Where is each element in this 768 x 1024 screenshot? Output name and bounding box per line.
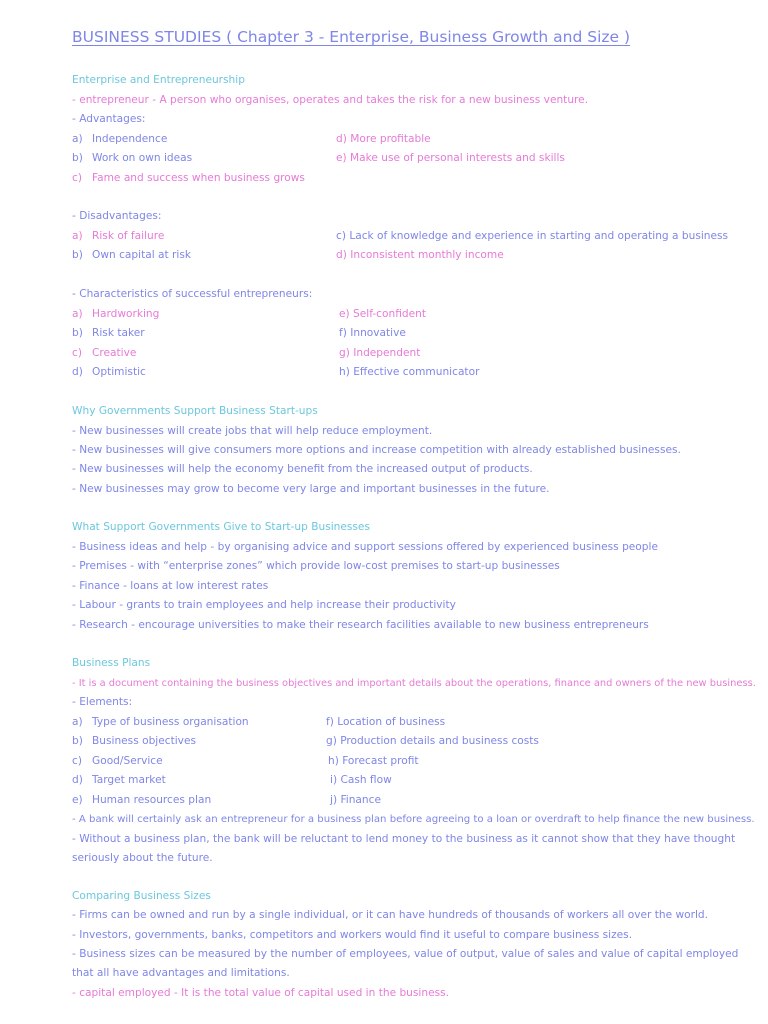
section-heading-enterprise: Enterprise and Entrepreneurship [72,74,245,86]
advantages-label: - Advantages: [72,113,146,125]
advantage-a: a) Independence [72,133,168,145]
bullet: - Premises - with “enterprise zones” which provide low-cost premises to start-up businesses [72,560,560,572]
bullet: - Investors, governments, banks, competitors and workers would find it useful to compare business sizes. [72,929,633,941]
advantage-c: c) Fame and success when business grows [72,172,305,184]
element-e: e) Human resources plan [72,794,212,806]
element-f: f) Location of business [326,716,446,728]
element-b: b) Business objectives [72,735,196,747]
element-g: g) Production details and business costs [326,735,539,747]
section-heading-business-sizes: Comparing Business Sizes [72,890,211,902]
advantage-b: b) Work on own ideas [72,152,193,164]
advantage-d: d) More profitable [336,133,431,145]
element-d: d) Target market [72,774,166,786]
characteristic-c: c) Creative [72,347,137,359]
bullet: - Business ideas and help - by organising advice and support sessions offered by experienced business people [72,541,658,553]
disadvantage-a: a) Risk of failure [72,230,165,242]
bullet: - Research - encourage universities to make their research facilities available to new business entrepreneurs [72,619,649,631]
disadvantages-label: - Disadvantages: [72,210,162,222]
characteristic-d: d) Optimistic [72,366,146,378]
bullet: - Firms can be owned and run by a single individual, or it can have hundreds of thousands of workers all over the world. [72,909,709,921]
bullet: - Finance - loans at low interest rates [72,580,269,592]
capital-employed-definition: - capital employed - It is the total value of capital used in the business. [72,987,449,999]
characteristic-h: h) Effective communicator [339,366,480,378]
bullet: - New businesses may grow to become very large and important businesses in the future. [72,483,550,495]
disadvantage-b: b) Own capital at risk [72,249,191,261]
disadvantage-d: d) Inconsistent monthly income [336,249,504,261]
element-a: a) Type of business organisation [72,716,249,728]
bullet: - New businesses will give consumers more options and increase competition with already established businesses. [72,444,681,456]
entrepreneur-definition: - entrepreneur - A person who organises, operates and takes the risk for a new business venture. [72,94,589,106]
bullet: - Without a business plan, the bank will be reluctant to lend money to the business as it cannot show that they have thought seriously about the future. [72,833,736,864]
advantage-e: e) Make use of personal interests and skills [336,152,565,164]
element-c: c) Good/Service [72,755,163,767]
page-title: BUSINESS STUDIES ( Chapter 3 - Enterprise, Business Growth and Size ) [72,28,631,46]
characteristic-g: g) Independent [339,347,421,359]
bullet: - New businesses will create jobs that will help reduce employment. [72,425,433,437]
elements-label: - Elements: [72,696,133,708]
characteristic-b: b) Risk taker [72,327,145,339]
business-plan-definition: - It is a document containing the business objectives and important details about the operations, finance and owners of the new business. [72,678,756,689]
element-j: j) Finance [330,794,381,806]
element-h: h) Forecast profit [328,755,419,767]
characteristic-f: f) Innovative [339,327,406,339]
bullet: - Labour - grants to train employees and help increase their productivity [72,599,456,611]
section-heading-government-support: Why Governments Support Business Start-ups [72,405,318,417]
bullet: - A bank will certainly ask an entrepreneur for a business plan before agreeing to a loan or overdraft to help finance the new business. [72,814,755,825]
section-heading-business-plans: Business Plans [72,657,151,669]
disadvantage-c: c) Lack of knowledge and experience in starting and operating a business [336,230,729,242]
bullet: - Business sizes can be measured by the number of employees, value of output, value of sales and value of capital employed that all have advantages and limitations. [72,948,739,979]
characteristic-a: a) Hardworking [72,308,160,320]
section-heading-support-given: What Support Governments Give to Start-up Businesses [72,521,370,533]
characteristic-e: e) Self-confident [339,308,426,320]
element-i: i) Cash flow [330,774,392,786]
bullet: - New businesses will help the economy benefit from the increased output of products. [72,463,533,475]
characteristics-label: - Characteristics of successful entrepreneurs: [72,288,313,300]
